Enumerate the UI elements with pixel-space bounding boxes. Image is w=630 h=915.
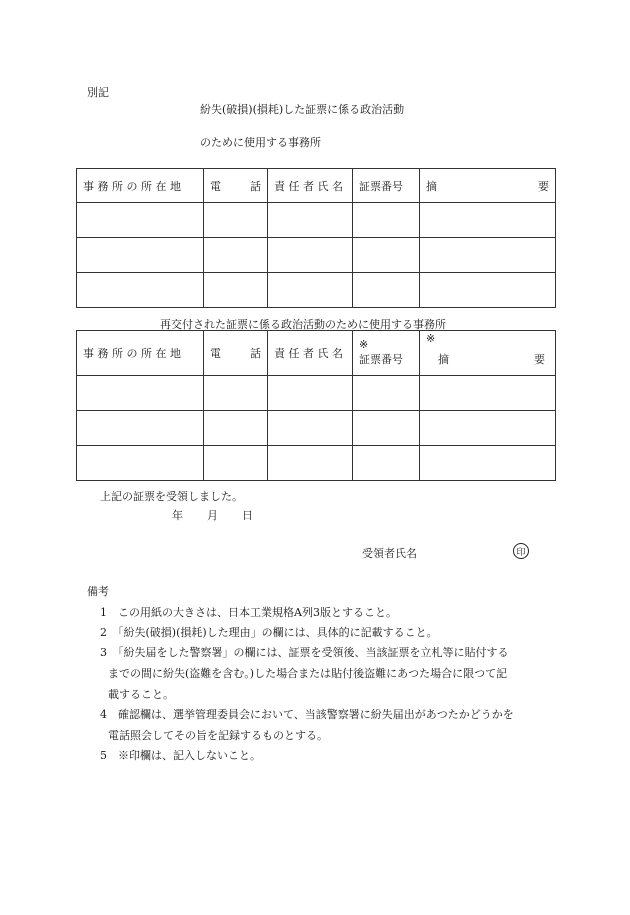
section-title-reissued: 再交付された証票に係る政治活動のために使用する事務所 xyxy=(160,318,446,331)
lost-cert-table xyxy=(76,168,556,308)
table-header-row xyxy=(77,331,556,376)
header-phone: 電 話 xyxy=(204,331,268,376)
receipt-statement: 上記の証票を受領しました。 xyxy=(100,490,243,503)
table-header-row xyxy=(77,169,556,203)
header-address: 事 務 所 の 所 在 地 xyxy=(77,331,204,376)
date-day: 日 xyxy=(242,509,253,522)
header-address: 事 務 所 の 所 在 地 xyxy=(77,169,204,203)
note-item-cont: 載すること。 xyxy=(108,688,174,701)
table-row xyxy=(77,273,556,308)
reissued-cert-table xyxy=(76,330,556,481)
date-month: 月 xyxy=(207,509,218,522)
section-title-lost: 紛失(破損)(損耗)した証票に係る政治活動 xyxy=(200,103,405,116)
header-remarks: ※ 摘 要 xyxy=(420,331,556,376)
note-item-cont: 電話照会してその旨を記録するものとする。 xyxy=(108,729,328,742)
table-row xyxy=(77,446,556,481)
section-title-lost-cont: のために使用する事務所 xyxy=(200,136,321,149)
date-line xyxy=(172,507,277,523)
recipient-name-label: 受領者氏名 xyxy=(362,547,417,560)
note-item: 1 この用紙の大きさは、日本工業規格A列3版とすること。 xyxy=(100,606,397,619)
note-mark: ※ xyxy=(359,338,369,351)
note-item: 3 「紛失届をした警察署」の欄には、証票を受領後、当該証票を立札等に貼付する xyxy=(100,646,509,659)
note-item-cont: までの間に紛失(盗難を含む。)した場合または貼付後盗難にあつた場合に限つて記 xyxy=(108,667,508,680)
table-row xyxy=(77,411,556,446)
header-remarks: 摘 要 xyxy=(420,169,556,203)
note-item: 4 確認欄は、選挙管理委員会において、当該警察署に紛失届出があつたかどうかを xyxy=(100,708,514,721)
note-item: 5 ※印欄は、記入しないこと。 xyxy=(100,749,261,762)
header-cert-number: ※ 証票番号 xyxy=(353,331,420,376)
notes-title: 備考 xyxy=(87,585,109,598)
table-row xyxy=(77,376,556,411)
table-row xyxy=(77,238,556,273)
header-label: 別記 xyxy=(87,86,109,99)
note-mark: ※ xyxy=(426,332,436,345)
header-person: 責 任 者 氏 名 xyxy=(268,169,353,203)
seal-icon: 印 xyxy=(513,543,529,559)
note-item: 2 「紛失(破損)(損耗)した理由」の欄には、具体的に記載すること。 xyxy=(100,626,438,639)
header-person: 責 任 者 氏 名 xyxy=(268,331,353,376)
date-year: 年 xyxy=(172,509,183,522)
table-row xyxy=(77,203,556,238)
header-cert-number: 証票番号 xyxy=(353,169,420,203)
header-phone: 電 話 xyxy=(204,169,268,203)
